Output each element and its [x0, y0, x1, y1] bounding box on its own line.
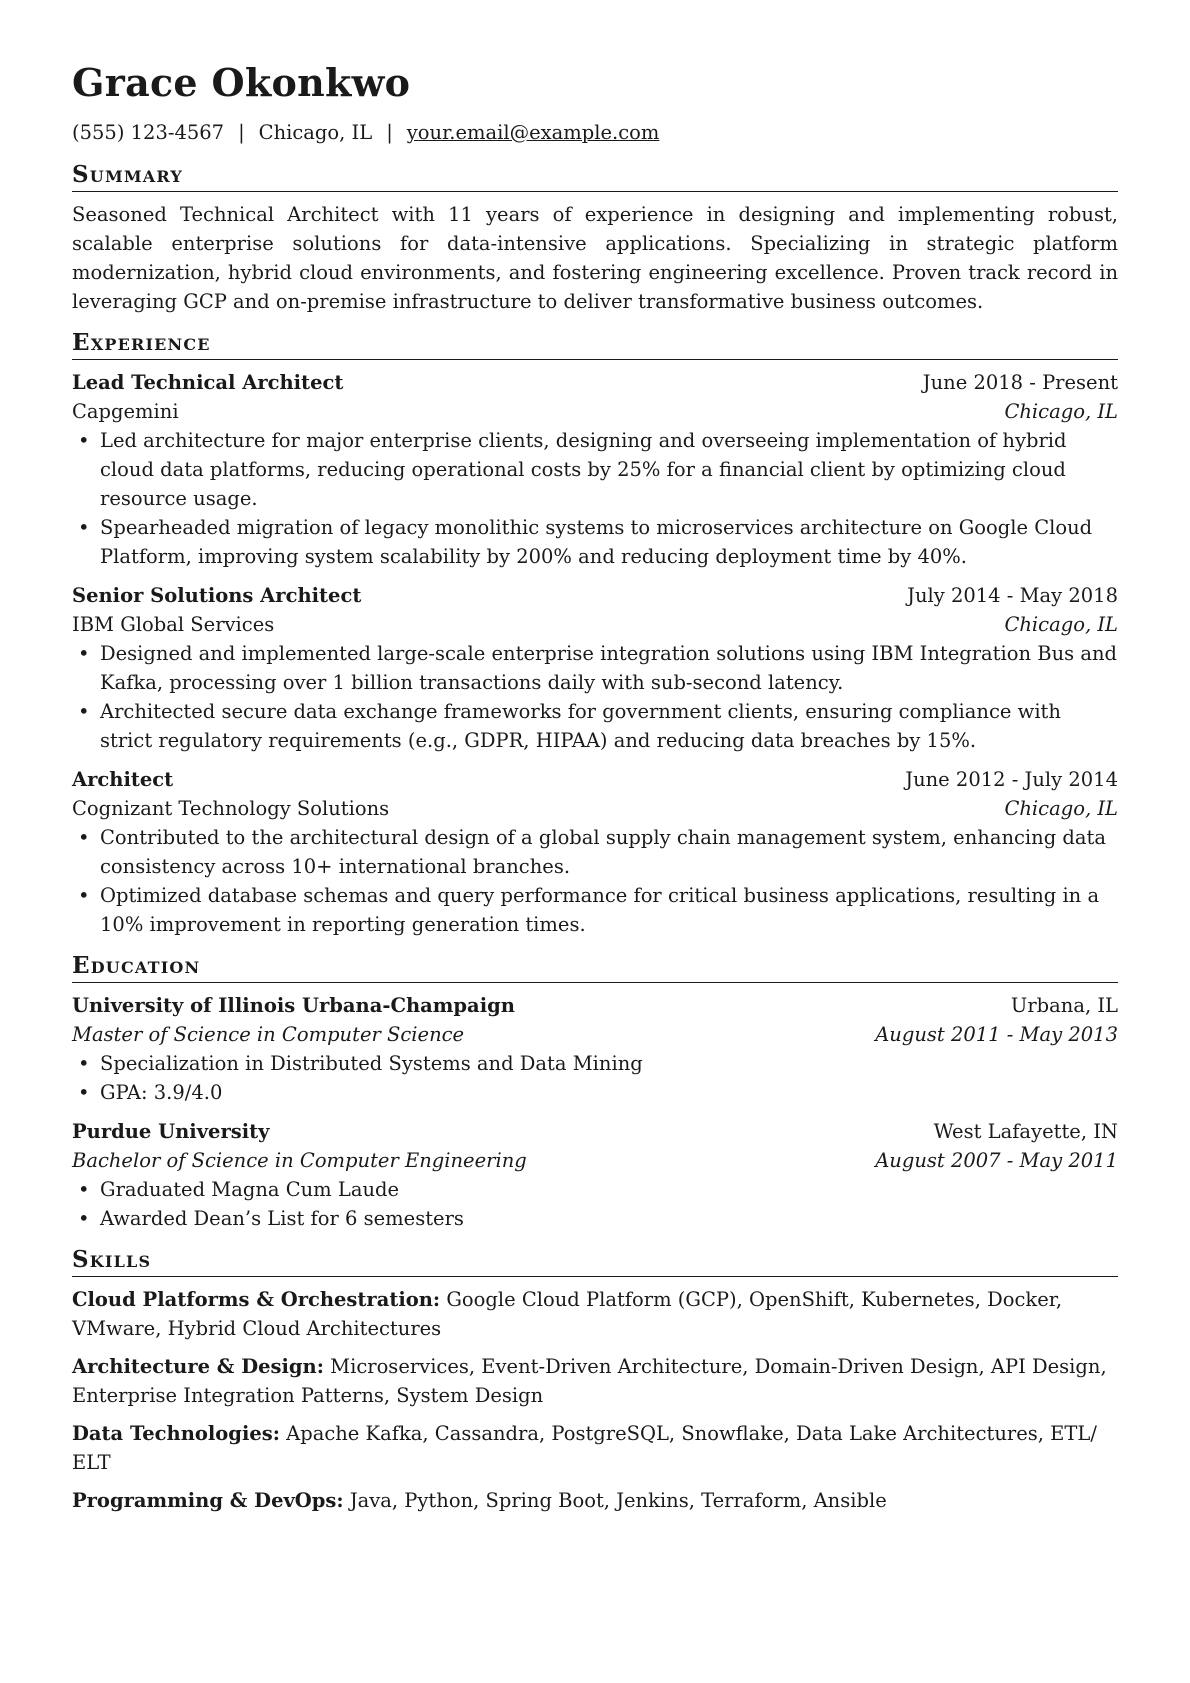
school-location: West Lafayette, IN — [933, 1120, 1118, 1143]
bullet-item: • Led architecture for major enterprise clients, designing and overseeing implementation of hybrid cloud data platforms, reducing operational costs by 25% for a financial client by optimizing cloud resource usage. — [72, 426, 1118, 513]
skill-items: Microservices, Event-Driven Architecture, Domain-Driven Design, API Design, Enterprise Integration Patterns, System Design — [72, 1355, 1107, 1407]
job-dates: June 2012 - July 2014 — [905, 768, 1118, 791]
bullet-item: • GPA: 3.9/4.0 — [72, 1078, 1118, 1107]
bullet-item: • Optimized database schemas and query performance for critical business applications, resulting in a 10% improvement in reporting generation times. — [72, 881, 1118, 939]
contact-line — [72, 118, 1118, 148]
candidate-name: Grace Okonkwo — [72, 60, 411, 105]
bullet-item: • Spearheaded migration of legacy monolithic systems to microservices architecture on Google Cloud Platform, improving system scalability by 200% and reducing deployment time by 40%. — [72, 513, 1118, 571]
school-name: Purdue University — [72, 1120, 270, 1143]
education-section — [72, 951, 1118, 1233]
skill-items: Java, Python, Spring Boot, Jenkins, Terraform, Ansible — [349, 1489, 887, 1512]
skill-label: Data Technologies: — [72, 1422, 280, 1445]
job-bullets — [72, 426, 1118, 571]
summary-section — [72, 160, 1118, 316]
education-dates: August 2011 - May 2013 — [875, 1023, 1118, 1046]
section-title-skills: Skills — [72, 1245, 1118, 1277]
education-bullets — [72, 1175, 1118, 1233]
skill-items: Apache Kafka, Cassandra, PostgreSQL, Snowflake, Data Lake Architectures, ETL/ ELT — [72, 1422, 1097, 1474]
experience-section — [72, 328, 1118, 939]
job-dates: July 2014 - May 2018 — [907, 584, 1118, 607]
bullet-item: • Designed and implemented large-scale enterprise integration solutions using IBM Integration Bus and Kafka, processing over 1 billion transactions daily with sub-second latency. — [72, 639, 1118, 697]
skill-label: Cloud Platforms & Orchestration: — [72, 1288, 441, 1311]
skill-label: Programming & DevOps: — [72, 1489, 344, 1512]
skill-group — [72, 1352, 1118, 1410]
education-bullets — [72, 1049, 1118, 1107]
job-role: Architect — [72, 768, 174, 791]
bullet-item: • Awarded Dean’s List for 6 semesters — [72, 1204, 1118, 1233]
job-entry — [72, 368, 1118, 571]
phone-number: (555) 123-4567 — [72, 121, 225, 144]
school-location: Urbana, IL — [1010, 994, 1118, 1017]
job-location: Chicago, IL — [1004, 797, 1118, 820]
skills-section — [72, 1245, 1118, 1515]
job-entry — [72, 765, 1118, 939]
summary-text: Seasoned Technical Architect with 11 years of experience in designing and implementing robust, scalable enterprise solutions for data-intensive applications. Specializing in strategic platform modernization, hybrid cloud environments, and fostering engineering excellence. Proven track record in leveraging GCP and on-premise infrastructure to deliver transformative business outcomes. — [72, 203, 1118, 313]
degree: Bachelor of Science in Computer Engineering — [72, 1149, 527, 1172]
job-role: Lead Technical Architect — [72, 371, 344, 394]
section-title-education: Education — [72, 951, 1118, 983]
job-entry — [72, 581, 1118, 755]
bullet-item: • Architected secure data exchange frameworks for government clients, ensuring compliance with strict regulatory requirements (e.g., GDPR, HIPAA) and reducing data breaches by 15%. — [72, 697, 1118, 755]
education-entry — [72, 1117, 1118, 1233]
job-role: Senior Solutions Architect — [72, 584, 362, 607]
skill-group — [72, 1419, 1118, 1477]
job-location: Chicago, IL — [1004, 400, 1118, 423]
education-entry — [72, 991, 1118, 1107]
contact-separator: | — [238, 121, 245, 144]
job-bullets — [72, 639, 1118, 755]
skill-label: Architecture & Design: — [72, 1355, 324, 1378]
skill-items: Google Cloud Platform (GCP), OpenShift, Kubernetes, Docker, VMware, Hybrid Cloud Architectures — [72, 1288, 1063, 1340]
job-company: IBM Global Services — [72, 613, 275, 636]
bullet-item: • Graduated Magna Cum Laude — [72, 1175, 1118, 1204]
degree: Master of Science in Computer Science — [72, 1023, 465, 1046]
job-location: Chicago, IL — [1004, 613, 1118, 636]
location: Chicago, IL — [258, 121, 373, 144]
school-name: University of Illinois Urbana-Champaign — [72, 994, 515, 1017]
job-company: Capgemini — [72, 400, 179, 423]
skill-group — [72, 1486, 1118, 1515]
bullet-item: • Contributed to the architectural design of a global supply chain management system, enhancing data consistency across 10+ international branches. — [72, 823, 1118, 881]
email-link[interactable]: your.email@example.com — [406, 121, 660, 144]
bullet-item: • Specialization in Distributed Systems and Data Mining — [72, 1049, 1118, 1078]
job-dates: June 2018 - Present — [922, 371, 1118, 394]
job-company: Cognizant Technology Solutions — [72, 797, 390, 820]
contact-separator: | — [386, 121, 393, 144]
skill-group — [72, 1285, 1118, 1343]
section-title-summary: Summary — [72, 160, 1118, 192]
section-title-experience: Experience — [72, 328, 1118, 360]
education-dates: August 2007 - May 2011 — [875, 1149, 1118, 1172]
job-bullets — [72, 823, 1118, 939]
